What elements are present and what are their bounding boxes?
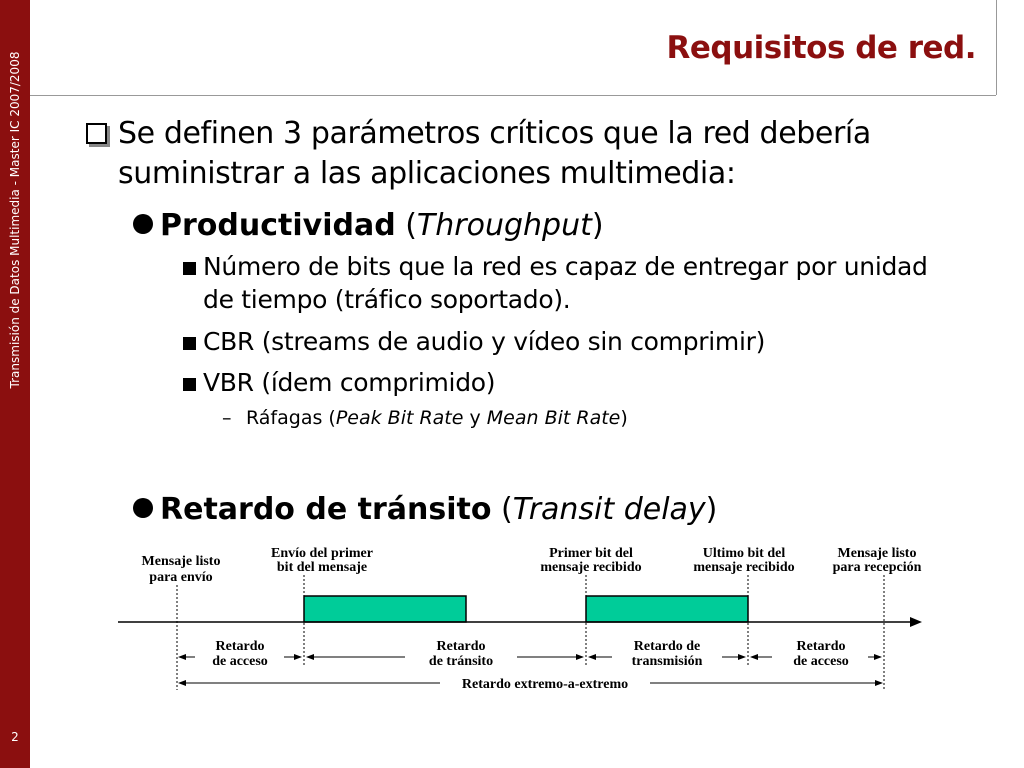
- label-ready-to-receive-1: Mensaje listo: [837, 546, 917, 561]
- arrowhead-icon: [750, 654, 758, 660]
- productividad-item-text: VBR (ídem comprimido): [203, 368, 496, 397]
- arrowhead-icon: [738, 654, 746, 660]
- segment-access-2: de acceso: [212, 654, 268, 669]
- segment-access-rx-1: Retardo: [796, 639, 846, 654]
- label-first-bit-received-1: Primer bit del: [549, 546, 633, 561]
- label-first-bit-sent-2: bit del mensaje: [276, 560, 368, 575]
- arrowhead-icon: [874, 654, 882, 660]
- arrowhead-icon: [875, 680, 883, 686]
- productividad-heading: Productividad: [160, 208, 396, 243]
- message-block-received: [586, 596, 748, 622]
- productividad-item-text: CBR (streams de audio y vídeo sin comprimir): [203, 327, 766, 356]
- rafagas-prefix: Ráfagas (: [246, 407, 336, 429]
- paren-close: ): [705, 492, 718, 527]
- dash-bullet: –: [222, 407, 232, 429]
- label-ready-to-send-1: Mensaje listo: [141, 554, 221, 569]
- rafagas-suffix: ): [620, 407, 628, 429]
- arrowhead-icon: [576, 654, 584, 660]
- segment-transit-2: de tránsito: [428, 654, 494, 669]
- paren-open: (: [491, 492, 513, 527]
- segment-end-to-end: Retardo extremo-a-extremo: [461, 677, 629, 692]
- segment-transit-1: Retardo: [436, 639, 486, 654]
- segment-access-rx-2: de acceso: [793, 654, 849, 669]
- peak-bit-rate: Peak Bit Rate: [335, 407, 464, 429]
- paren-open: (: [395, 208, 417, 243]
- arrowhead-icon: [588, 654, 596, 660]
- page-number: 2: [11, 730, 19, 744]
- marker-lines: [177, 575, 884, 690]
- retardo-english: Transit delay: [512, 492, 706, 527]
- mean-bit-rate: Mean Bit Rate: [486, 407, 621, 429]
- label-ready-to-send-2: para envío: [149, 570, 213, 585]
- segment-access-1: Retardo: [215, 639, 265, 654]
- arrowhead-icon: [306, 654, 314, 660]
- productividad-english: Throughput: [416, 208, 592, 243]
- label-first-bit-sent-1: Envío del primer: [271, 546, 373, 561]
- retardo-heading: Retardo de tránsito: [160, 492, 492, 527]
- arrowhead-icon: [178, 680, 186, 686]
- segment-transmission-1: Retardo de: [633, 639, 701, 654]
- slide-title: Requisitos de red.: [666, 30, 976, 66]
- productividad-item-text: Número de bits que la red es capaz de entregar por unidad de tiempo (tráfico soportado).: [203, 252, 928, 314]
- arrowhead-icon: [178, 654, 186, 660]
- sidebar-course-label: Transmisión de Datos Multimedia - Master IC 2007/2008: [8, 51, 22, 389]
- arrowhead-icon: [294, 654, 302, 660]
- paren-close: ): [591, 208, 604, 243]
- rafagas-middle: y: [463, 407, 487, 429]
- label-first-bit-received-2: mensaje recibido: [540, 560, 642, 575]
- label-last-bit-received-2: mensaje recibido: [693, 560, 795, 575]
- message-block-sent: [304, 596, 466, 622]
- timeline-arrow-icon: [910, 617, 922, 627]
- label-last-bit-received-1: Ultimo bit del: [702, 546, 786, 561]
- segment-transmission-2: transmisión: [631, 654, 703, 669]
- label-ready-to-receive-2: para recepción: [832, 560, 922, 575]
- intro-text: Se definen 3 parámetros críticos que la red debería suministrar a las aplicaciones multimedia:: [118, 116, 871, 191]
